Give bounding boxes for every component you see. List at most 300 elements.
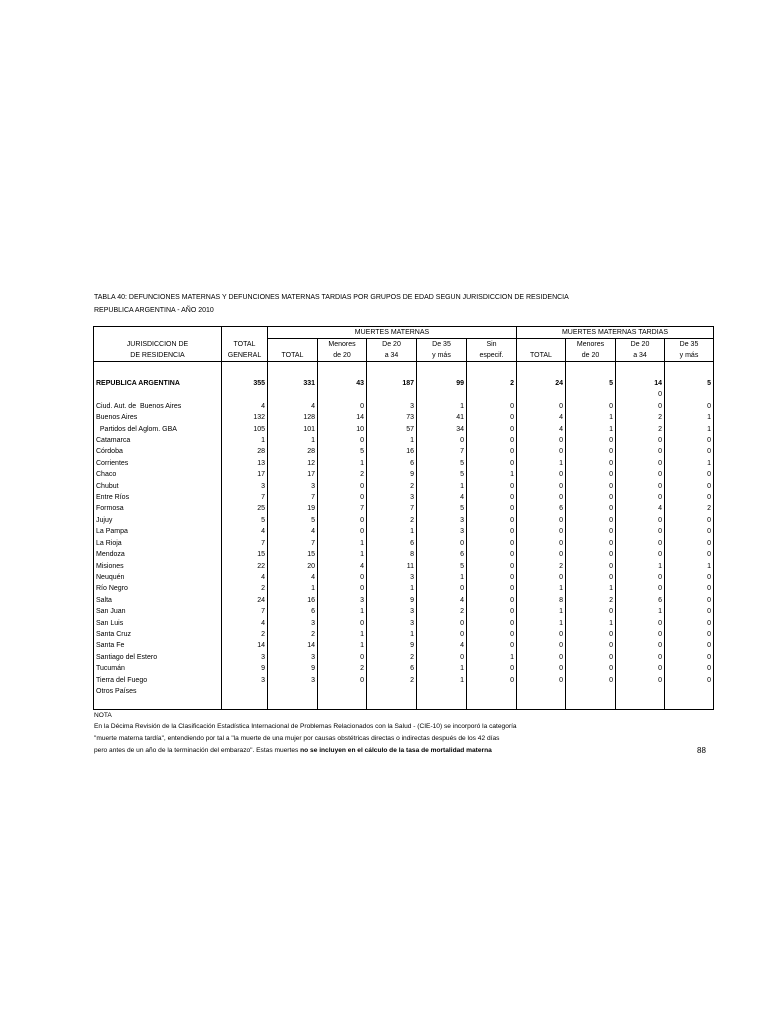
cell-value: 1 xyxy=(517,618,566,629)
cell-value: 0 xyxy=(665,492,714,503)
cell-value: 0 xyxy=(467,675,517,686)
group-maternas: MUERTES MATERNAS xyxy=(268,327,517,339)
cell-value: 0 xyxy=(665,629,714,640)
jurisdiction-name: Formosa xyxy=(94,503,222,514)
cell-value: 3 xyxy=(367,606,417,617)
table-row xyxy=(94,663,714,674)
cell-value: 20 xyxy=(268,561,318,572)
cell-value: 0 xyxy=(616,618,665,629)
cell-value: 2 xyxy=(517,561,566,572)
cell-value xyxy=(222,686,268,697)
cell-value: 0 xyxy=(517,526,566,537)
table-row xyxy=(94,401,714,412)
cell-value: 5 xyxy=(417,469,467,480)
cell-value: 0 xyxy=(467,561,517,572)
cell-value: 0 xyxy=(467,458,517,469)
cell-value: 1 xyxy=(417,675,467,686)
cell-value: 4 xyxy=(517,424,566,435)
cell-value: 0 xyxy=(566,572,616,583)
note-heading: NOTA xyxy=(94,712,112,719)
table-row xyxy=(94,595,714,606)
jurisdiction-name: Río Negro xyxy=(94,583,222,594)
cell-value: 0 xyxy=(318,481,367,492)
cell-value: 4 xyxy=(318,561,367,572)
cell-value: 1 xyxy=(665,458,714,469)
national-extra-row: 0 xyxy=(94,389,714,400)
cell-value: 101 xyxy=(268,424,318,435)
cell-value: 0 xyxy=(517,629,566,640)
cell-value: 2 xyxy=(367,515,417,526)
jurisdiction-name: San Luis xyxy=(94,618,222,629)
cell-value: 9 xyxy=(222,663,268,674)
jurisdiction-name: Ciud. Aut. de Buenos Aires xyxy=(94,401,222,412)
cell-value: 1 xyxy=(417,401,467,412)
jurisdiction-name: San Juan xyxy=(94,606,222,617)
cell-value: 0 xyxy=(616,629,665,640)
cell-value: 0 xyxy=(517,652,566,663)
cell-value: 0 xyxy=(665,640,714,651)
cell-value: 5 xyxy=(417,561,467,572)
jurisdiction-name: Salta xyxy=(94,595,222,606)
cell-value: 0 xyxy=(616,572,665,583)
cell-value: 1 xyxy=(222,435,268,446)
cell-value: 0 xyxy=(616,492,665,503)
cell-value: 0 xyxy=(318,618,367,629)
cell-value: 9 xyxy=(367,469,417,480)
data-table xyxy=(93,326,714,710)
col-jurisdiccion: JURISDICCION DE xyxy=(94,339,222,351)
cell-value: 5 xyxy=(268,515,318,526)
cell-value: 0 xyxy=(517,492,566,503)
cell-value: 0 xyxy=(616,458,665,469)
cell-value xyxy=(566,686,616,697)
cell-value: 1 xyxy=(566,412,616,423)
cell-value: 1 xyxy=(417,663,467,674)
col-total-general: TOTAL xyxy=(222,339,268,351)
cell-value: 0 xyxy=(616,526,665,537)
national-row: REPUBLICA ARGENTINA 355 331 43 187 99 2 24 5 14 5 xyxy=(94,378,714,389)
cell-value: 1 xyxy=(367,526,417,537)
cell-value: 6 xyxy=(517,503,566,514)
cell-value: 0 xyxy=(665,538,714,549)
cell-value: 0 xyxy=(318,401,367,412)
table-row xyxy=(94,572,714,583)
table-row xyxy=(94,640,714,651)
cell-value: 5 xyxy=(417,458,467,469)
cell-value: 0 xyxy=(467,572,517,583)
jurisdiction-name: Neuquén xyxy=(94,572,222,583)
cell-value: 0 xyxy=(517,515,566,526)
cell-value: 2 xyxy=(318,469,367,480)
cell-value: 4 xyxy=(222,401,268,412)
cell-value xyxy=(665,686,714,697)
cell-value: 0 xyxy=(566,629,616,640)
cell-value: 0 xyxy=(318,435,367,446)
cell-value: 13 xyxy=(222,458,268,469)
cell-value: 0 xyxy=(467,446,517,457)
cell-value: 0 xyxy=(417,618,467,629)
cell-value: 3 xyxy=(222,652,268,663)
cell-value: 132 xyxy=(222,412,268,423)
cell-value: 14 xyxy=(318,412,367,423)
cell-value: 0 xyxy=(467,640,517,651)
header-row-2: DE RESIDENCIA GENERAL TOTAL de 20 a 34 y más especif. TOTAL de 20 a 34 y más xyxy=(94,350,714,362)
cell-value: 0 xyxy=(517,538,566,549)
cell-value: 1 xyxy=(616,606,665,617)
cell-value: 1 xyxy=(367,583,417,594)
cell-value: 14 xyxy=(222,640,268,651)
cell-value: 0 xyxy=(517,549,566,560)
cell-value: 8 xyxy=(367,549,417,560)
cell-value: 0 xyxy=(318,652,367,663)
table-row xyxy=(94,629,714,640)
cell-value: 0 xyxy=(467,538,517,549)
cell-value: 28 xyxy=(222,446,268,457)
cell-value: 0 xyxy=(665,606,714,617)
cell-value: 0 xyxy=(467,618,517,629)
cell-value: 0 xyxy=(616,469,665,480)
cell-value: 0 xyxy=(665,663,714,674)
cell-value: 1 xyxy=(566,424,616,435)
table-subtitle: REPUBLICA ARGENTINA - AÑO 2010 xyxy=(94,307,214,314)
cell-value: 3 xyxy=(268,481,318,492)
cell-value: 2 xyxy=(222,583,268,594)
cell-value: 0 xyxy=(517,469,566,480)
cell-value: 0 xyxy=(318,515,367,526)
cell-value: 0 xyxy=(665,526,714,537)
cell-value: 2 xyxy=(616,412,665,423)
cell-value: 0 xyxy=(467,435,517,446)
table-row xyxy=(94,652,714,663)
cell-value: 1 xyxy=(268,435,318,446)
cell-value: 6 xyxy=(417,549,467,560)
cell-value: 0 xyxy=(566,640,616,651)
cell-value: 41 xyxy=(417,412,467,423)
jurisdiction-name: Chaco xyxy=(94,469,222,480)
cell-value: 0 xyxy=(665,675,714,686)
cell-value xyxy=(467,686,517,697)
cell-value: 2 xyxy=(367,675,417,686)
cell-value: 4 xyxy=(616,503,665,514)
cell-value: 3 xyxy=(268,618,318,629)
cell-value: 0 xyxy=(665,435,714,446)
cell-value: 6 xyxy=(367,538,417,549)
cell-value: 128 xyxy=(268,412,318,423)
cell-value: 14 xyxy=(268,640,318,651)
cell-value: 0 xyxy=(467,526,517,537)
cell-value: 0 xyxy=(616,663,665,674)
cell-value: 1 xyxy=(318,606,367,617)
cell-value: 16 xyxy=(367,446,417,457)
cell-value: 0 xyxy=(517,675,566,686)
table-row xyxy=(94,458,714,469)
cell-value: 7 xyxy=(268,538,318,549)
table-row xyxy=(94,686,714,697)
cell-value: 1 xyxy=(318,538,367,549)
cell-value: 0 xyxy=(665,618,714,629)
cell-value: 22 xyxy=(222,561,268,572)
cell-value: 7 xyxy=(367,503,417,514)
cell-value: 0 xyxy=(318,675,367,686)
cell-value: 4 xyxy=(222,618,268,629)
cell-value: 1 xyxy=(318,640,367,651)
jurisdiction-name: Partidos del Aglom. GBA xyxy=(94,424,222,435)
cell-value: 0 xyxy=(517,481,566,492)
cell-value: 0 xyxy=(417,435,467,446)
cell-value: 28 xyxy=(268,446,318,457)
cell-value: 0 xyxy=(517,640,566,651)
cell-value: 0 xyxy=(417,629,467,640)
cell-value: 0 xyxy=(616,515,665,526)
cell-value: 0 xyxy=(417,538,467,549)
cell-value: 0 xyxy=(566,458,616,469)
cell-value: 0 xyxy=(616,446,665,457)
cell-value: 0 xyxy=(467,515,517,526)
cell-value: 0 xyxy=(665,401,714,412)
jurisdiction-name: Corrientes xyxy=(94,458,222,469)
cell-value: 7 xyxy=(222,538,268,549)
jurisdiction-name: Jujuy xyxy=(94,515,222,526)
cell-value: 0 xyxy=(566,549,616,560)
cell-value: 3 xyxy=(367,618,417,629)
cell-value: 0 xyxy=(616,538,665,549)
cell-value: 0 xyxy=(616,435,665,446)
cell-value: 2 xyxy=(417,606,467,617)
cell-value: 2 xyxy=(367,481,417,492)
cell-value: 4 xyxy=(222,526,268,537)
cell-value: 0 xyxy=(566,561,616,572)
cell-value: 0 xyxy=(467,412,517,423)
cell-value: 17 xyxy=(268,469,318,480)
cell-value: 7 xyxy=(318,503,367,514)
cell-value: 0 xyxy=(318,492,367,503)
cell-value: 8 xyxy=(517,595,566,606)
cell-value: 1 xyxy=(665,561,714,572)
cell-value: 0 xyxy=(467,663,517,674)
cell-value: 0 xyxy=(566,675,616,686)
table-row xyxy=(94,561,714,572)
cell-value: 1 xyxy=(665,412,714,423)
table-row xyxy=(94,675,714,686)
cell-value: 0 xyxy=(665,549,714,560)
cell-value: 9 xyxy=(268,663,318,674)
cell-value: 7 xyxy=(268,492,318,503)
header-row-group xyxy=(94,327,714,339)
header-row-1: JURISDICCION DE TOTAL Menores De 20 De 35 Sin Menores De 20 De 35 xyxy=(94,339,714,351)
cell-value: 15 xyxy=(222,549,268,560)
cell-value: 0 xyxy=(467,629,517,640)
cell-value: 1 xyxy=(616,561,665,572)
cell-value: 11 xyxy=(367,561,417,572)
cell-value: 12 xyxy=(268,458,318,469)
cell-value: 3 xyxy=(417,526,467,537)
cell-value: 105 xyxy=(222,424,268,435)
cell-value: 0 xyxy=(566,538,616,549)
table-row xyxy=(94,583,714,594)
cell-value: 4 xyxy=(417,640,467,651)
cell-value: 0 xyxy=(517,572,566,583)
cell-value: 2 xyxy=(665,503,714,514)
cell-value: 5 xyxy=(318,446,367,457)
cell-value: 1 xyxy=(367,629,417,640)
cell-value: 0 xyxy=(616,583,665,594)
cell-value: 24 xyxy=(222,595,268,606)
cell-value: 3 xyxy=(367,492,417,503)
cell-value: 0 xyxy=(665,446,714,457)
cell-value: 0 xyxy=(467,595,517,606)
cell-value: 3 xyxy=(367,401,417,412)
cell-value xyxy=(517,686,566,697)
cell-value: 2 xyxy=(616,424,665,435)
cell-value: 15 xyxy=(268,549,318,560)
cell-value: 7 xyxy=(222,492,268,503)
jurisdiction-name: Santa Fe xyxy=(94,640,222,651)
cell-value: 3 xyxy=(318,595,367,606)
cell-value xyxy=(318,686,367,697)
cell-value: 1 xyxy=(566,618,616,629)
note-line: "muerte materna tardía", entendiendo por tal a "la muerte de una mujer por causas obstétricas directas o indirectas después de los 42 días xyxy=(94,735,500,742)
cell-value: 2 xyxy=(222,629,268,640)
cell-value: 6 xyxy=(616,595,665,606)
cell-value: 6 xyxy=(268,606,318,617)
jurisdiction-name: Entre Ríos xyxy=(94,492,222,503)
cell-value: 2 xyxy=(367,652,417,663)
cell-value: 0 xyxy=(566,435,616,446)
cell-value: 0 xyxy=(517,435,566,446)
cell-value: 3 xyxy=(222,675,268,686)
table-row xyxy=(94,549,714,560)
cell-value: 0 xyxy=(318,583,367,594)
cell-value: 3 xyxy=(367,572,417,583)
jurisdiction-name: Santiago del Estero xyxy=(94,652,222,663)
cell-value: 0 xyxy=(566,446,616,457)
cell-value: 0 xyxy=(665,469,714,480)
cell-value xyxy=(417,686,467,697)
cell-value: 4 xyxy=(517,412,566,423)
table-row xyxy=(94,538,714,549)
cell-value: 0 xyxy=(417,652,467,663)
table-row xyxy=(94,469,714,480)
cell-value: 2 xyxy=(566,595,616,606)
cell-value: 0 xyxy=(467,503,517,514)
cell-value: 4 xyxy=(417,595,467,606)
cell-value: 0 xyxy=(517,401,566,412)
table-row xyxy=(94,492,714,503)
cell-value: 1 xyxy=(318,458,367,469)
cell-value: 4 xyxy=(268,526,318,537)
cell-value xyxy=(367,686,417,697)
cell-value: 6 xyxy=(367,458,417,469)
cell-value: 0 xyxy=(467,492,517,503)
table-row xyxy=(94,606,714,617)
cell-value: 0 xyxy=(616,652,665,663)
jurisdiction-name: Chubut xyxy=(94,481,222,492)
cell-value: 0 xyxy=(467,583,517,594)
cell-value: 73 xyxy=(367,412,417,423)
cell-value: 0 xyxy=(665,481,714,492)
cell-value: 2 xyxy=(318,663,367,674)
cell-value: 19 xyxy=(268,503,318,514)
jurisdiction-name: La Pampa xyxy=(94,526,222,537)
cell-value: 57 xyxy=(367,424,417,435)
jurisdiction-name: La Rioja xyxy=(94,538,222,549)
table-row xyxy=(94,515,714,526)
cell-value xyxy=(268,686,318,697)
cell-value xyxy=(616,686,665,697)
cell-value: 1 xyxy=(517,583,566,594)
cell-value: 4 xyxy=(417,492,467,503)
cell-value: 2 xyxy=(268,629,318,640)
table-row xyxy=(94,503,714,514)
cell-value: 0 xyxy=(566,652,616,663)
cell-value: 0 xyxy=(467,549,517,560)
cell-value: 1 xyxy=(517,606,566,617)
cell-value: 3 xyxy=(268,675,318,686)
cell-value: 0 xyxy=(566,606,616,617)
cell-value: 7 xyxy=(222,606,268,617)
jurisdiction-name: Tierra del Fuego xyxy=(94,675,222,686)
cell-value: 0 xyxy=(566,663,616,674)
cell-value: 0 xyxy=(616,675,665,686)
cell-value: 9 xyxy=(367,595,417,606)
jurisdiction-name: Catamarca xyxy=(94,435,222,446)
cell-value: 0 xyxy=(566,469,616,480)
cell-value: 3 xyxy=(222,481,268,492)
note-line: En la Décima Revisión de la Clasificación Estadística Internacional de Problemas Relacionados con la Salud - (CIE-10) se incorporó la categoría xyxy=(94,723,517,730)
cell-value: 0 xyxy=(616,401,665,412)
cell-value: 4 xyxy=(268,401,318,412)
cell-value: 1 xyxy=(665,424,714,435)
cell-value: 0 xyxy=(665,515,714,526)
jurisdiction-name: Tucumán xyxy=(94,663,222,674)
cell-value: 9 xyxy=(367,640,417,651)
cell-value: 0 xyxy=(566,492,616,503)
cell-value: 0 xyxy=(566,503,616,514)
cell-value: 1 xyxy=(566,583,616,594)
cell-value: 25 xyxy=(222,503,268,514)
table-row xyxy=(94,424,714,435)
cell-value: 0 xyxy=(467,401,517,412)
page-number: 88 xyxy=(697,746,706,755)
cell-value: 3 xyxy=(417,515,467,526)
cell-value: 4 xyxy=(222,572,268,583)
cell-value: 34 xyxy=(417,424,467,435)
jurisdiction-name: Mendoza xyxy=(94,549,222,560)
cell-value: 5 xyxy=(417,503,467,514)
cell-value: 10 xyxy=(318,424,367,435)
cell-value: 16 xyxy=(268,595,318,606)
cell-value: 0 xyxy=(467,424,517,435)
note-line: pero antes de un año de la terminación del embarazo". Estas muertes no se incluyen en el cálculo de la tasa de mortalidad materna xyxy=(94,747,492,754)
jurisdiction-name: Córdoba xyxy=(94,446,222,457)
cell-value: 0 xyxy=(665,595,714,606)
cell-value: 0 xyxy=(616,549,665,560)
cell-value: 3 xyxy=(268,652,318,663)
jurisdiction-name: Santa Cruz xyxy=(94,629,222,640)
cell-value: 1 xyxy=(517,458,566,469)
cell-value: 0 xyxy=(517,663,566,674)
table-row xyxy=(94,446,714,457)
cell-value: 0 xyxy=(665,583,714,594)
cell-value: 1 xyxy=(367,435,417,446)
cell-value: 0 xyxy=(665,652,714,663)
cell-value: 0 xyxy=(318,526,367,537)
cell-value: 0 xyxy=(566,526,616,537)
jurisdiction-name: Misiones xyxy=(94,561,222,572)
cell-value: 0 xyxy=(467,481,517,492)
cell-value: 0 xyxy=(566,401,616,412)
cell-value: 17 xyxy=(222,469,268,480)
